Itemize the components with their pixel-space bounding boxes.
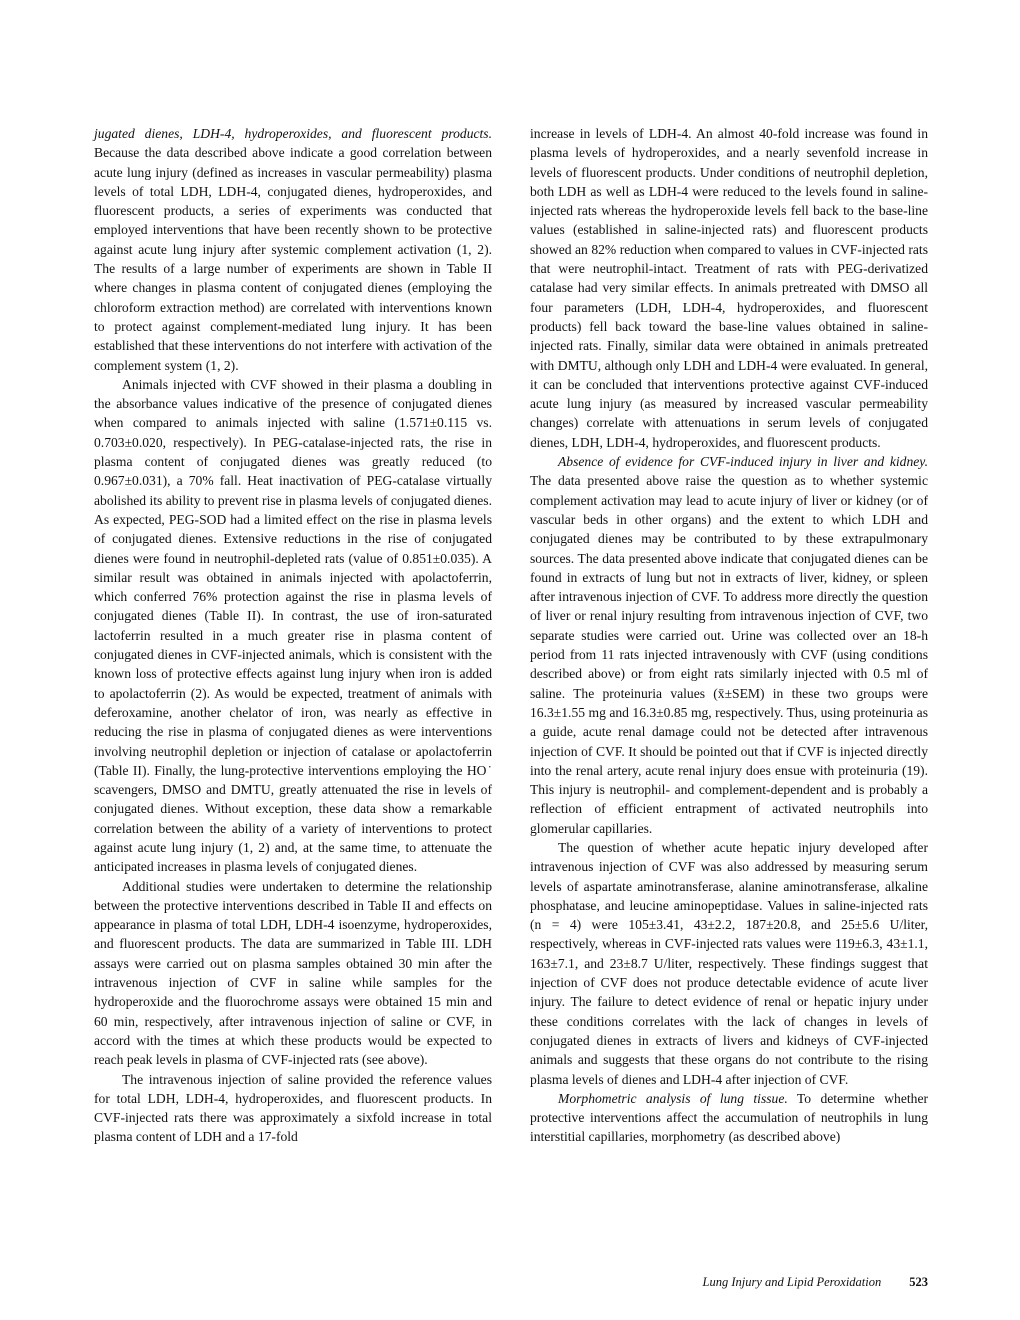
paragraph xyxy=(530,1089,928,1147)
paragraph-body: To determine whether protective interventions affect the accumulation of neutrophils in lung interstitial capillaries, morphometry (as described above) xyxy=(530,1090,928,1145)
paragraph: Additional studies were undertaken to determine the relationship between the protective interventions described in Table II and effects on appearance in plasma of total LDH, LDH-4 isoenzyme, hydroperoxides, and fluorescent products. The data are summarized in Table III. LDH assays were carried out on plasma samples obtained 30 min after the intravenous injection of CVF in saline while samples for the hydroperoxide and the fluorochrome assays were obtained 15 min and 60 min, respectively, after intravenous injection of saline or CVF, in accord with the times at which these products would be expected to reach peak levels in plasma of CVF-injected rats (see above). xyxy=(94,878,492,1068)
paragraph: The intravenous injection of saline provided the reference values for total LDH, LDH-4, hydroperoxides, and fluorescent products. In CVF-injected rats there was approximately a sixfold increase in total plasma content of LDH and a 17-fold xyxy=(94,1071,492,1145)
right-column xyxy=(530,124,928,1147)
paragraph xyxy=(94,124,492,375)
section-heading: Absence of evidence for CVF-induced injury in liver and kidney. xyxy=(558,454,928,470)
paragraph-body: Because the data described above indicate a good correlation between acute lung injury (defined as increases in vascular permeability) plasma levels of total LDH, LDH-4, conjugated dienes, hydroperoxides, and fluorescent products, a series of experiments was conducted that employed interventions that have been recently shown to be protective against acute lung injury after systemic complement activation (1, 2). The results of a large number of experiments are shown in Table II where changes in plasma content of conjugated dienes (employing the chloroform extraction method) are correlated with interventions known to protect against complement-mediated lung injury. It has been established that these interventions do not interfere with activation of the complement system (1, 2). xyxy=(94,145,492,373)
paragraph-lead: jugated dienes, LDH-4, hydroperoxides, and fluorescent products. xyxy=(94,126,492,141)
page-number: 523 xyxy=(909,1275,928,1289)
left-column xyxy=(94,124,492,1147)
page-footer xyxy=(530,1275,928,1290)
paragraph-body: The data presented above raise the question as to whether systemic complement activation may lead to acute injury of liver or kidney (or of vascular beds in other organs) and the extent to which LDH and conjugated dienes may be contributed to by these extrapulmonary sources. The data presented above indicate that conjugated dienes can be found in extracts of lung but not in extracts of liver, kidney, or spleen after intravenous injection of CVF. To address more directly the question of liver or renal injury resulting from intravenous injection of CVF, two separate studies were carried out. Urine was collected over an 18-h period from 11 rats injected intravenously with CVF (using conditions described above) or from eight rats similarly injected with 0.5 ml of saline. The proteinuria values (x̄±SEM) in these two groups were 16.3±1.55 mg and 16.3±0.85 mg, respectively. Thus, using proteinuria as a guide, acute renal damage could not be detected after intravenous injection of CVF. It should be pointed out that if CVF is injected directly into the renal artery, acute renal injury does ensue with proteinuria (19). This injury is neutrophil- and complement-dependent and is probably a reflection of efficient entrapment of activated neutrophils into glomerular capillaries. xyxy=(530,473,928,836)
paragraph: increase in levels of LDH-4. An almost 40-fold increase was found in plasma levels of hydroperoxides, and a nearly sevenfold increase in levels of fluorescent products. Under conditions of neutrophil depletion, both LDH as well as LDH-4 were reduced to the levels found in saline-injected rats whereas the hydroperoxide levels fell back to the base-line values (established in saline-injected rats) and fluorescent products showed an 82% reduction when compared to values in CVF-injected rats that were neutrophil-intact. Treatment of rats with PEG-derivatized catalase had very similar effects. In animals pretreated with DMSO all four parameters (LDH, LDH-4, hydroperoxides, and fluorescent products) fell back toward the base-line values obtained in saline-injected rats. Finally, similar data were obtained in animals pretreated with DMTU, although only LDH and LDH-4 were evaluated. In general, it can be concluded that interventions protective against CVF-induced acute lung injury (as measured by increased vascular permeability changes) correlate with attenuations in serum levels of conjugated dienes, LDH, LDH-4, hydroperoxides, and fluorescent products. xyxy=(530,126,928,450)
running-title: Lung Injury and Lipid Peroxidation xyxy=(702,1275,882,1289)
section-heading: Morphometric analysis of lung tissue. xyxy=(558,1090,788,1106)
paragraph: Animals injected with CVF showed in their plasma a doubling in the absorbance values indicative of the presence of conjugated dienes when compared to animals injected with saline (1.571±0.115 vs. 0.703±0.020, respectively). In PEG-catalase-injected rats, the rise in plasma content of conjugated dienes was greatly reduced (to 0.967±0.031), a 70% fall. Heat inactivation of PEG-catalase virtually abolished its ability to prevent rise in plasma levels of conjugated dienes. As expected, PEG-SOD had a limited effect on the rise in plasma levels of conjugated dienes. Extensive reductions in the rise of conjugated dienes were found in neutrophil-depleted rats (value of 0.851±0.035). A similar result was obtained in animals injected with apolactoferrin, which conferred 76% protection against the rise in plasma levels of conjugated dienes (Table II). In contrast, the use of iron-saturated lactoferrin resulted in a much greater rise in plasma content of conjugated dienes in CVF-injected animals, which is consistent with the known loss of protective effects against lung injury when iron is added to apolactoferrin (2). As would be expected, treatment of animals with deferoxamine, another chelator of iron, was nearly as effective in reducing the rise in plasma of conjugated dienes as were interventions involving neutrophil depletion or injection of catalase or apolactoferrin (Table II). Finally, the lung-protective interventions employing the HO˙ scavengers, DMSO and DMTU, greatly attenuated the rise in levels of conjugated dienes. Without exception, these data show a remarkable correlation between the ability of a variety of interventions to protect against acute lung injury (1, 2) and, at the same time, to attenuate the anticipated increases in plasma levels of conjugated dienes. xyxy=(94,376,492,875)
paragraph xyxy=(530,452,928,838)
paragraph: The question of whether acute hepatic injury developed after intravenous injection of CVF was also addressed by measuring serum levels of aspartate aminotransferase, alanine aminotransferase, alkaline phosphatase, and leucine aminopeptidase. Values in saline-injected rats (n = 4) were 105±3.41, 43±2.2, 187±20.8, and 25±5.6 U/liter, respectively, whereas in CVF-injected rats values were 119±6.3, 43±1.1, 163±7.1, and 23±8.7 U/liter, respectively. These findings suggest that injection of CVF does not produce detectable evidence of acute liver injury. The failure to detect evidence of renal or hepatic injury under these conditions correlates with the lack of changes in levels of conjugated dienes in extracts of livers and kidneys of CVF-injected animals and suggests that these organs do not contribute to the rising plasma levels of dienes and LDH-4 after injection of CVF. xyxy=(530,839,928,1087)
